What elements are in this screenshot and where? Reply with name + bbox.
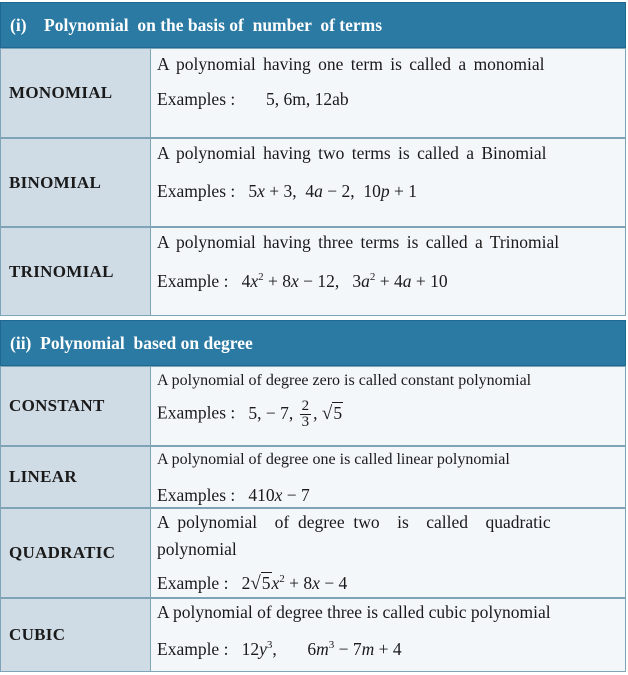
definition-text: A polynomial having three terms is called a Trinomial [157, 232, 560, 252]
definition-cell [151, 49, 625, 137]
table-row-quadratic [0, 508, 626, 598]
example-line [157, 89, 349, 110]
example-line [157, 271, 448, 292]
example-label: Examples : [157, 181, 236, 201]
table-row-binomial [0, 138, 626, 227]
example-math: 5x + 3, 4a − 2, 10p + 1 [239, 181, 418, 201]
definition-cell [151, 447, 625, 507]
section-title: (i) Polynomial on the basis of number of terms [10, 14, 383, 35]
example-label: Examples : [157, 485, 236, 505]
definition-text: A polynomial having one term is called a monomial [157, 54, 545, 74]
definition-text: A polynomial of degree zero is called constant polynomial [157, 372, 532, 389]
term-label: LINEAR [1, 447, 151, 507]
definition-text-line1: A polynomial of degree two is called quadratic [157, 512, 551, 532]
example-math: $4x^2 + 8x - 12$, $3a^2 + 4a + 10$ [232, 271, 448, 291]
term-label: CONSTANT [1, 367, 151, 445]
example-label: Examples : [157, 89, 236, 109]
definition-text: A polynomial of degree one is called linear polynomial [157, 451, 510, 468]
example-line [157, 485, 310, 506]
table-row-constant [0, 366, 626, 446]
example-math: 5, − 7, $\frac{2}{3}$ , √5 [239, 398, 343, 430]
term-label: QUADRATIC [1, 509, 151, 597]
example-label: Example : [157, 639, 229, 659]
section-header-number-of-terms [0, 2, 626, 48]
section-header-degree [0, 320, 626, 366]
example-math: 410x − 7 [239, 485, 310, 505]
table-row-trinomial [0, 227, 626, 316]
definition-cell [151, 139, 625, 226]
definition-text: A polynomial of degree three is called cubic polynomial [157, 602, 551, 622]
table-row-monomial [0, 48, 626, 138]
definition-text-line2: polynomial [157, 539, 237, 559]
example-label: Examples : [157, 402, 236, 423]
term-label: MONOMIAL [1, 49, 151, 137]
definition-cell [151, 228, 625, 315]
example-math: $12y^3$, $6m^3 - 7m + 4$ [232, 639, 402, 659]
table-row-cubic [0, 598, 626, 672]
example-line [157, 639, 402, 660]
term-label: BINOMIAL [1, 139, 151, 226]
definition-cell [151, 599, 625, 671]
term-label: TRINOMIAL [1, 228, 151, 315]
example-math: $2√5x^2 + 8x - 4$ [232, 573, 348, 594]
term-label: CUBIC [1, 599, 151, 671]
section-title: (ii) Polynomial based on degree [10, 332, 253, 353]
example-line [157, 573, 347, 595]
definition-cell [151, 367, 625, 445]
example-value: 5, 6m, 12ab [266, 89, 349, 109]
definition-text: A polynomial having two terms is called a Binomial [157, 143, 547, 163]
example-label: Example : [157, 271, 229, 291]
definition-cell [151, 509, 625, 597]
table-row-linear [0, 446, 626, 508]
example-label: Example : [157, 573, 229, 593]
example-line [157, 181, 417, 202]
example-line [157, 399, 343, 430]
